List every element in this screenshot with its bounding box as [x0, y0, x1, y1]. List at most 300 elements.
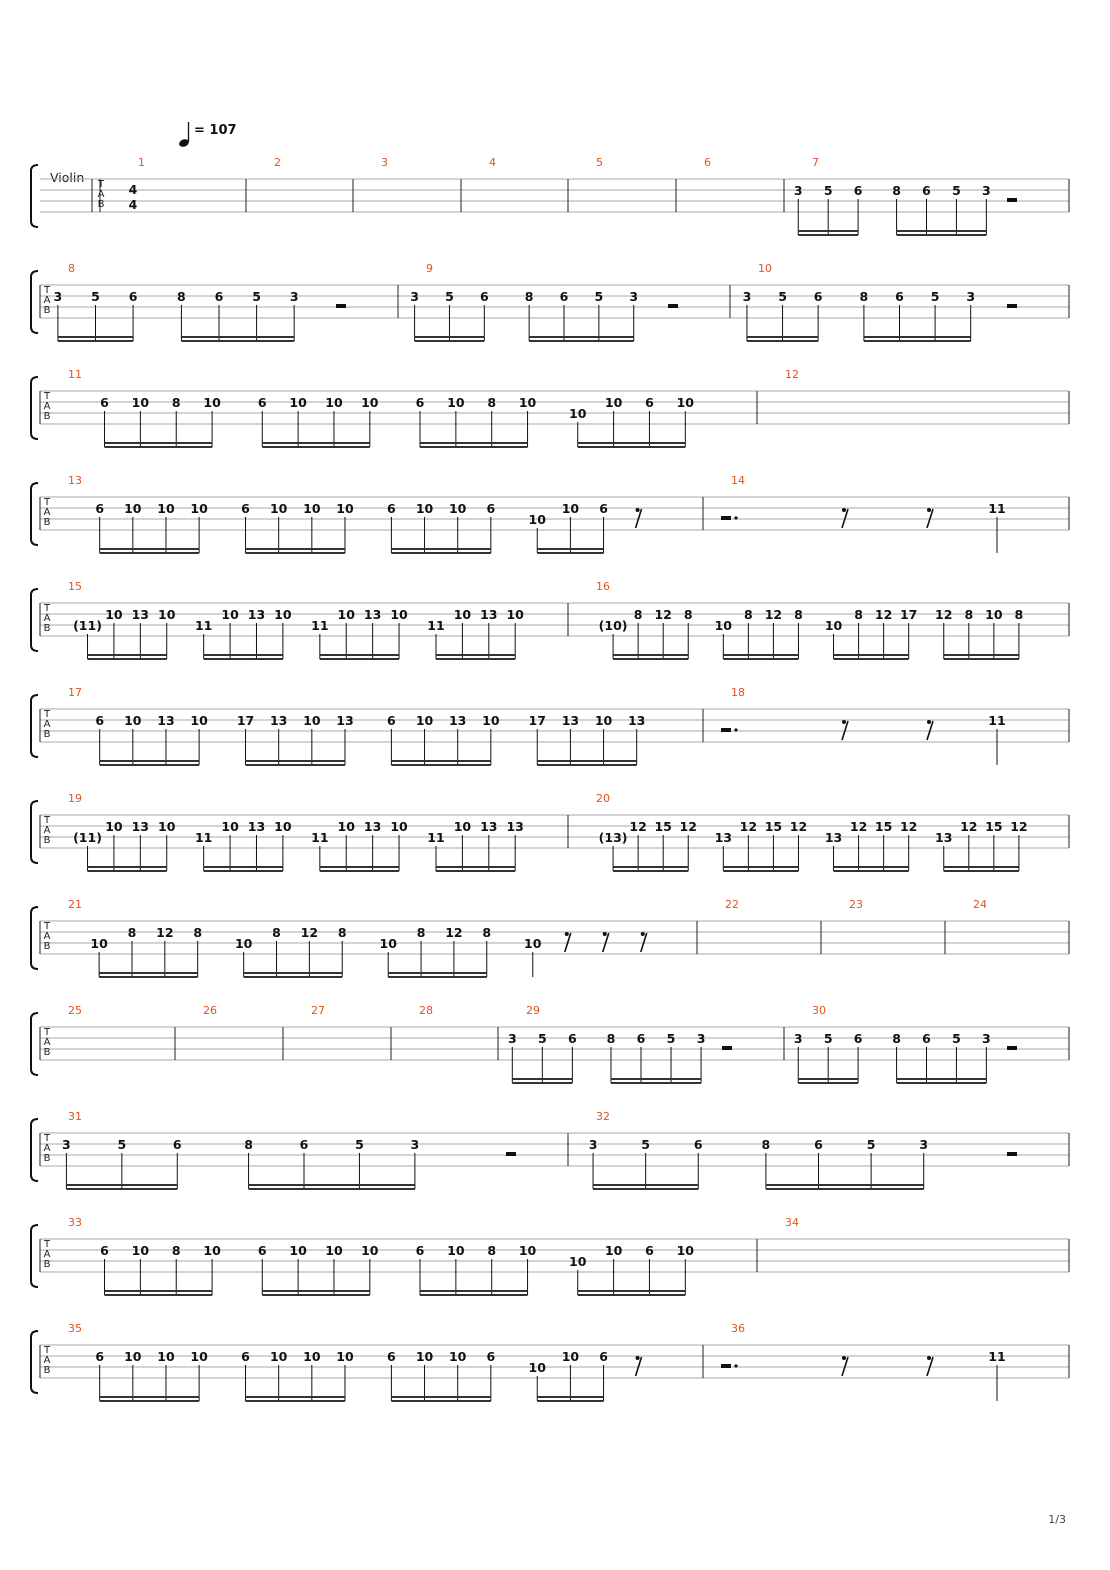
- fret-number: 6: [486, 1349, 496, 1364]
- fret-number: 10: [158, 607, 176, 622]
- fret-number: 6: [853, 183, 863, 198]
- system-brace: [31, 1225, 38, 1287]
- fret-number: 3: [629, 289, 639, 304]
- fret-number: 10: [985, 607, 1003, 622]
- fret-number: 3: [410, 1137, 420, 1152]
- rest-flag: [636, 1356, 640, 1360]
- fret-number: 6: [415, 395, 425, 410]
- fret-number: 10: [415, 501, 434, 516]
- fret-number: 6: [853, 1031, 863, 1046]
- fret-number: 10: [714, 618, 733, 633]
- dotted-half-rest-icon: [721, 728, 731, 732]
- fret-number: 6: [813, 289, 823, 304]
- tab-system: [31, 474, 1069, 553]
- fret-number: 10: [203, 395, 221, 410]
- tab-clef-letter: T: [43, 815, 51, 826]
- fret-number: 10: [289, 1243, 307, 1258]
- dotted-half-rest-icon: [721, 516, 731, 520]
- fret-number: 10: [569, 406, 587, 421]
- measure-number: 35: [68, 1322, 82, 1335]
- fret-number: 8: [683, 607, 693, 622]
- fret-number: 10: [303, 1349, 321, 1364]
- fret-number: 12: [654, 607, 672, 622]
- fret-number: 12: [679, 819, 697, 834]
- measure-number: 21: [68, 898, 82, 911]
- tab-clef-letter: B: [43, 411, 51, 422]
- tab-clef-letter: A: [43, 931, 51, 942]
- tab-clef-letter: A: [43, 1143, 51, 1154]
- fret-number: 10: [528, 1360, 546, 1375]
- fret-number: 10: [448, 1349, 467, 1364]
- system-brace: [31, 483, 38, 545]
- fret-number: 11: [988, 501, 1006, 516]
- fret-number: 10: [453, 607, 472, 622]
- fret-number: 5: [952, 183, 961, 198]
- measure-number: 36: [731, 1322, 745, 1335]
- tab-clef-letter: B: [43, 1259, 51, 1270]
- fret-number: 8: [859, 289, 869, 304]
- fret-number: 6: [95, 713, 105, 728]
- fret-number: 13: [824, 830, 843, 845]
- fret-number: 10: [303, 501, 321, 516]
- fret-number: 10: [448, 501, 467, 516]
- half-rest-icon: [1007, 304, 1017, 308]
- tempo-marking: = 107: [194, 123, 237, 138]
- measure-number: 4: [489, 156, 496, 169]
- measure-number: 8: [68, 262, 75, 275]
- fret-number: 6: [599, 501, 608, 516]
- fret-number: 13: [448, 713, 467, 728]
- time-signature-top: 4: [128, 182, 138, 197]
- dotted-half-rest-icon: [721, 1364, 731, 1368]
- fret-number: 13: [627, 713, 646, 728]
- fret-number: 6: [814, 1137, 823, 1152]
- fret-number: 8: [854, 607, 863, 622]
- fret-number: 5: [666, 1031, 676, 1046]
- fret-number: 10: [336, 1349, 354, 1364]
- fret-number: 6: [241, 501, 250, 516]
- measure-number: 2: [274, 156, 281, 169]
- system-brace: [31, 1119, 38, 1181]
- measure-number: 15: [68, 580, 82, 593]
- fret-number: 6: [922, 1031, 931, 1046]
- system-brace: [31, 165, 38, 227]
- tab-system: [31, 1322, 1069, 1401]
- fret-number: 10: [124, 713, 142, 728]
- fret-number: 6: [387, 1349, 396, 1364]
- measure-number: 1: [138, 156, 145, 169]
- fret-number: 10: [518, 395, 537, 410]
- tab-clef-letter: A: [97, 189, 105, 200]
- fret-number: 8: [272, 925, 281, 940]
- fret-number: 5: [252, 289, 261, 304]
- measure-number: 13: [68, 474, 82, 487]
- fret-number: 5: [537, 1031, 547, 1046]
- dot: [734, 1364, 737, 1367]
- half-rest-icon: [1007, 1046, 1017, 1050]
- fret-number: 13: [131, 819, 150, 834]
- tab-system: [31, 262, 1069, 341]
- system-brace: [31, 1013, 38, 1075]
- page-number: 1/3: [1048, 1513, 1066, 1526]
- fret-number: 10: [325, 1243, 343, 1258]
- fret-number: 6: [214, 289, 224, 304]
- fret-number: 10: [676, 1243, 695, 1258]
- fret-number: 8: [171, 395, 181, 410]
- tab-clef-letter: A: [43, 719, 51, 730]
- fret-number: 10: [303, 713, 321, 728]
- fret-number: 8: [1014, 607, 1024, 622]
- tab-clef-letter: T: [43, 391, 51, 402]
- tab-clef-letter: B: [43, 517, 51, 528]
- fret-number: 10: [569, 1254, 587, 1269]
- fret-number: 10: [274, 819, 292, 834]
- fret-number: 5: [930, 289, 940, 304]
- fret-number: 12: [960, 819, 978, 834]
- half-rest-icon: [1007, 1152, 1017, 1156]
- rest-flag: [927, 1356, 931, 1360]
- fret-number: 12: [935, 607, 953, 622]
- fret-number: 3: [53, 289, 63, 304]
- fret-number: 17: [528, 713, 546, 728]
- fret-number: 3: [289, 289, 299, 304]
- fret-number: 3: [981, 183, 991, 198]
- measure-number: 10: [758, 262, 772, 275]
- fret-number: 10: [190, 713, 208, 728]
- tab-clef-letter: T: [43, 709, 51, 720]
- fret-number: 8: [193, 925, 203, 940]
- fret-number: 8: [744, 607, 753, 622]
- measure-number: 6: [704, 156, 711, 169]
- fret-number: 10: [337, 607, 355, 622]
- system-brace: [31, 907, 38, 969]
- fret-number: 5: [823, 1031, 833, 1046]
- fret-number: 13: [480, 607, 498, 622]
- tab-clef-letter: A: [43, 825, 51, 836]
- measure-number: 22: [725, 898, 739, 911]
- fret-number: 10: [158, 819, 176, 834]
- fret-number: 13: [247, 819, 266, 834]
- dot: [734, 728, 737, 731]
- fret-number: 10: [269, 1349, 288, 1364]
- fret-number: 8: [606, 1031, 616, 1046]
- fret-number: 10: [390, 607, 408, 622]
- fret-number: 6: [922, 183, 931, 198]
- fret-number: 10: [105, 607, 123, 622]
- fret-number: 11: [311, 618, 329, 633]
- fret-number: 10: [361, 1243, 379, 1258]
- fret-number: 6: [172, 1137, 182, 1152]
- fret-number: 6: [95, 1349, 105, 1364]
- fret-number: 12: [156, 925, 174, 940]
- fret-number: 10: [90, 936, 108, 951]
- fret-number: 13: [480, 819, 498, 834]
- fret-number: 12: [874, 607, 893, 622]
- fret-number: 10: [453, 819, 472, 834]
- tab-clef-letter: T: [43, 285, 51, 296]
- fret-number: 10: [190, 1349, 208, 1364]
- fret-number: 6: [645, 395, 654, 410]
- dot: [734, 516, 737, 519]
- fret-number: 6: [100, 1243, 109, 1258]
- fret-number: 11: [311, 830, 329, 845]
- fret-number: 10: [203, 1243, 221, 1258]
- measure-number: 23: [849, 898, 863, 911]
- measure-number: 19: [68, 792, 82, 805]
- fret-number: 13: [336, 713, 354, 728]
- fret-number: 10: [190, 501, 208, 516]
- system-brace: [31, 377, 38, 439]
- tab-clef-letter: B: [43, 623, 51, 634]
- fret-number: 13: [363, 819, 382, 834]
- fret-number: 5: [778, 289, 787, 304]
- fret-number: 5: [952, 1031, 961, 1046]
- fret-number: 10: [415, 1349, 434, 1364]
- half-rest-icon: [722, 1046, 732, 1050]
- fret-number: 6: [257, 395, 267, 410]
- system-brace: [31, 271, 38, 333]
- fret-number: 8: [964, 607, 974, 622]
- fret-number: 6: [559, 289, 569, 304]
- tab-clef-letter: T: [43, 1133, 51, 1144]
- measure-number: 32: [596, 1110, 610, 1123]
- measure-number: 12: [785, 368, 799, 381]
- tab-clef-letter: B: [43, 1047, 51, 1058]
- rest-flag: [641, 932, 645, 936]
- fret-number: 8: [524, 289, 534, 304]
- fret-number: 10: [269, 501, 288, 516]
- fret-number: 10: [337, 819, 355, 834]
- measure-number: 17: [68, 686, 82, 699]
- fret-number: 8: [892, 183, 901, 198]
- measure-number: 18: [731, 686, 745, 699]
- fret-number: 11: [427, 830, 445, 845]
- fret-number: 10: [274, 607, 292, 622]
- fret-number: 12: [445, 925, 463, 940]
- fret-number: 13: [506, 819, 524, 834]
- measure-number: 24: [973, 898, 987, 911]
- fret-number: 6: [100, 395, 109, 410]
- fret-number: 11: [194, 830, 213, 845]
- fret-number: 15: [654, 819, 672, 834]
- fret-number: 10: [105, 819, 123, 834]
- fret-number: 12: [899, 819, 918, 834]
- tab-clef-letter: A: [43, 1037, 51, 1048]
- fret-number: 5: [594, 289, 604, 304]
- fret-number: 5: [866, 1137, 876, 1152]
- measure-number: 28: [419, 1004, 433, 1017]
- measure-number: 5: [596, 156, 603, 169]
- fret-number: 11: [427, 618, 445, 633]
- fret-number: 8: [761, 1137, 771, 1152]
- fret-number: 10: [447, 395, 465, 410]
- fret-number: 8: [244, 1137, 253, 1152]
- measure-number: 27: [311, 1004, 325, 1017]
- rest-flag: [565, 932, 569, 936]
- fret-number: 5: [823, 183, 833, 198]
- tab-clef-letter: A: [43, 507, 51, 518]
- fret-number: 6: [636, 1031, 646, 1046]
- fret-number: 6: [693, 1137, 703, 1152]
- fret-number: 10: [561, 1349, 580, 1364]
- fret-number: 10: [561, 501, 580, 516]
- fret-number: 10: [482, 713, 500, 728]
- measure-number: 9: [426, 262, 433, 275]
- tab-system: [31, 1110, 1069, 1189]
- fret-number: 8: [416, 925, 426, 940]
- fret-number: 6: [95, 501, 105, 516]
- half-rest-icon: [506, 1152, 516, 1156]
- fret-number: 10: [221, 819, 239, 834]
- measure-number: 16: [596, 580, 610, 593]
- fret-number: 3: [793, 1031, 803, 1046]
- fret-number: 10: [325, 395, 343, 410]
- fret-number: (11): [73, 618, 102, 633]
- measure-number: 11: [68, 368, 82, 381]
- fret-number: 10: [234, 936, 253, 951]
- fret-number: 13: [363, 607, 382, 622]
- measure-number: 20: [596, 792, 610, 805]
- measure-number: 34: [785, 1216, 799, 1229]
- rest-flag: [927, 720, 931, 724]
- fret-number: 5: [91, 289, 100, 304]
- fret-number: 17: [899, 607, 918, 622]
- tab-clef-letter: B: [43, 941, 51, 952]
- rest-flag: [603, 932, 607, 936]
- fret-number: 10: [824, 618, 843, 633]
- fret-number: 10: [379, 936, 397, 951]
- fret-number: 8: [171, 1243, 181, 1258]
- measure-number: 29: [526, 1004, 540, 1017]
- fret-number: 13: [247, 607, 266, 622]
- fret-number: 3: [919, 1137, 929, 1152]
- tab-clef-letter: A: [43, 1249, 51, 1260]
- rest-flag: [636, 508, 640, 512]
- fret-number: 15: [764, 819, 783, 834]
- fret-number: 8: [892, 1031, 901, 1046]
- fret-number: 10: [506, 607, 524, 622]
- rest-flag: [842, 720, 846, 724]
- fret-number: 10: [604, 395, 623, 410]
- fret-number: 11: [988, 1349, 1006, 1364]
- tab-clef-letter: B: [43, 1365, 51, 1376]
- fret-number: 5: [117, 1137, 127, 1152]
- tab-system: [31, 1004, 1069, 1083]
- system-brace: [31, 695, 38, 757]
- fret-number: 3: [588, 1137, 598, 1152]
- measure-number: 31: [68, 1110, 82, 1123]
- fret-number: 6: [568, 1031, 577, 1046]
- fret-number: 11: [988, 713, 1006, 728]
- measure-number: 3: [381, 156, 388, 169]
- fret-number: 13: [561, 713, 580, 728]
- fret-number: 8: [127, 925, 137, 940]
- fret-number: 12: [1010, 819, 1028, 834]
- half-rest-icon: [336, 304, 346, 308]
- fret-number: 8: [794, 607, 803, 622]
- rest-flag: [842, 1356, 846, 1360]
- fret-number: 10: [221, 607, 239, 622]
- fret-number: 10: [447, 1243, 465, 1258]
- tab-system: [31, 156, 1069, 235]
- tab-clef-letter: B: [43, 835, 51, 846]
- fret-number: 6: [895, 289, 904, 304]
- fret-number: 6: [257, 1243, 267, 1258]
- tab-system: [31, 686, 1069, 765]
- fret-number: 5: [445, 289, 454, 304]
- fret-number: 10: [131, 1243, 150, 1258]
- fret-number: 12: [764, 607, 783, 622]
- fret-number: 13: [935, 830, 953, 845]
- tab-clef-letter: A: [43, 613, 51, 624]
- fret-number: 6: [486, 501, 496, 516]
- fret-number: 10: [518, 1243, 537, 1258]
- system-brace: [31, 801, 38, 863]
- fret-number: (10): [598, 618, 628, 633]
- fret-number: 10: [336, 501, 354, 516]
- measure-number: 7: [812, 156, 819, 169]
- fret-number: 10: [524, 936, 542, 951]
- fret-number: 6: [387, 713, 396, 728]
- fret-number: 13: [269, 713, 288, 728]
- fret-number: 10: [124, 1349, 142, 1364]
- fret-number: 12: [789, 819, 808, 834]
- measure-number: 25: [68, 1004, 82, 1017]
- tab-clef-letter: B: [97, 199, 105, 210]
- half-rest-icon: [1007, 198, 1017, 202]
- fret-number: 10: [594, 713, 613, 728]
- fret-number: 3: [410, 289, 419, 304]
- fret-number: 10: [604, 1243, 623, 1258]
- fret-number: (11): [73, 830, 102, 845]
- fret-number: 8: [177, 289, 186, 304]
- fret-number: 3: [507, 1031, 517, 1046]
- fret-number: 12: [629, 819, 647, 834]
- fret-number: 15: [985, 819, 1003, 834]
- tab-clef-letter: T: [43, 1239, 51, 1250]
- tab-system: [31, 792, 1069, 871]
- tab-clef-letter: B: [43, 305, 51, 316]
- tab-clef-letter: T: [43, 921, 51, 932]
- measure-number: 14: [731, 474, 745, 487]
- fret-number: 6: [415, 1243, 425, 1258]
- system-brace: [31, 1331, 38, 1393]
- measure-number: 30: [812, 1004, 826, 1017]
- system-brace: [31, 589, 38, 651]
- fret-number: 3: [742, 289, 752, 304]
- fret-number: 3: [696, 1031, 706, 1046]
- fret-number: 6: [241, 1349, 250, 1364]
- fret-number: 10: [528, 512, 546, 527]
- measure-number: 33: [68, 1216, 82, 1229]
- measure-number: 26: [203, 1004, 217, 1017]
- tab-clef-letter: A: [43, 295, 51, 306]
- fret-number: 5: [355, 1137, 364, 1152]
- fret-number: 3: [62, 1137, 71, 1152]
- fret-number: 10: [361, 395, 379, 410]
- rest-flag: [927, 508, 931, 512]
- fret-number: 6: [479, 289, 489, 304]
- tab-system: [31, 580, 1069, 659]
- fret-number: (13): [598, 830, 628, 845]
- tab-clef-letter: T: [43, 497, 51, 508]
- fret-number: 8: [487, 395, 497, 410]
- fret-number: 10: [289, 395, 307, 410]
- tab-system: [31, 898, 1069, 977]
- fret-number: 6: [128, 289, 138, 304]
- tab-system: [31, 368, 1069, 447]
- fret-number: 13: [131, 607, 150, 622]
